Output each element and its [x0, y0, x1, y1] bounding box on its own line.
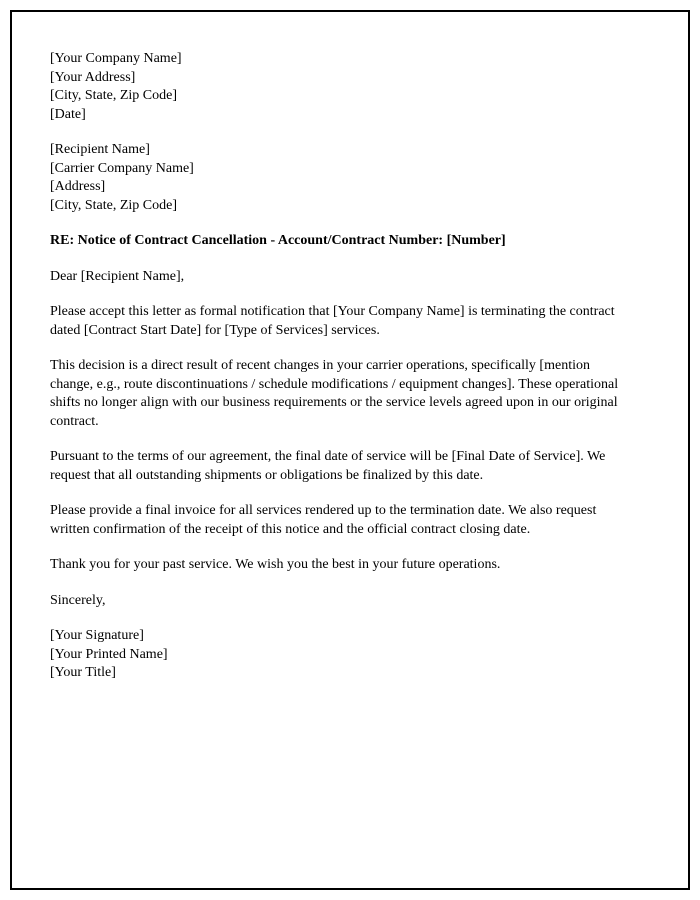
subject-line: RE: Notice of Contract Cancellation - Account/Contract Number: [Number] [50, 233, 506, 248]
paragraph-final-invoice: Please provide a final invoice for all services rendered up to the termination date. We also request written confirmation of the receipt of this notice and the official contract closing date. [50, 503, 597, 537]
recipient-city-state-zip: [City, State, Zip Code] [50, 197, 178, 213]
title-line: [Your Title] [50, 665, 116, 680]
recipient-name: [Recipient Name] [50, 142, 150, 157]
paragraph-thanks: Thank you for your past service. We wish you the best in your future operations. [50, 557, 501, 572]
recipient-address: [Address] [50, 179, 106, 194]
sender-address: [Your Address] [50, 69, 136, 85]
closing: Sincerely, [50, 592, 106, 608]
recipient-company: [Carrier Company Name] [50, 160, 194, 176]
signature-line: [Your Signature] [50, 628, 144, 643]
salutation: Dear [Recipient Name], [50, 268, 185, 284]
sender-company: [Your Company Name] [50, 51, 182, 66]
recipient-block [50, 141, 632, 215]
letter-date: [Date] [50, 106, 86, 122]
sender-block [50, 50, 632, 124]
printed-name-line: [Your Printed Name] [50, 646, 168, 662]
paragraph-notification: Please accept this letter as formal notification that [Your Company Name] is terminating the contract dated [Contract Start Date] for [Type of Services] services. [50, 304, 615, 338]
signature-block [50, 627, 632, 683]
sender-city-state-zip: [City, State, Zip Code] [50, 88, 178, 103]
paragraph-final-date: Pursuant to the terms of our agreement, the final date of service will be [Final Date of Service]. We request that all outstanding shipments or obligations be finalized by this date. [50, 449, 606, 483]
letter-page [10, 10, 690, 890]
paragraph-reason: This decision is a direct result of recent changes in your carrier operations, specifically [mention change, e.g., route discontinuations / schedule modifications / equipment changes]. These operational shifts no longer align with our business requirements or the service levels agreed upon in our original contract. [50, 358, 619, 429]
